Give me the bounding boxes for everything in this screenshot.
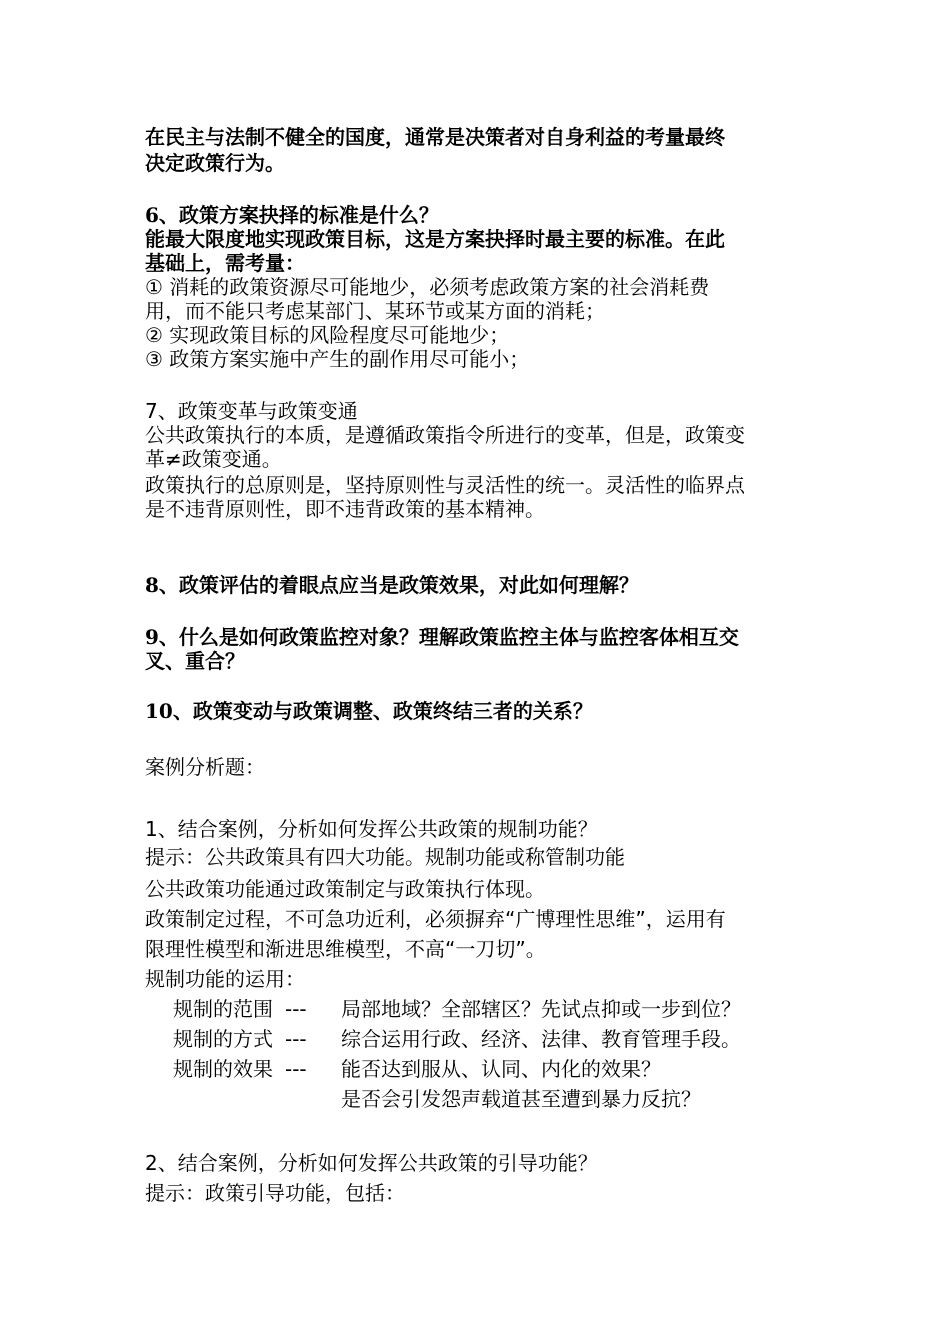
q6-item-2: ② 实现政策目标的风险程度尽可能地少；	[145, 323, 510, 347]
case2-hint: 提示：政策引导功能，包括：	[145, 1181, 405, 1205]
regulation-row-method	[173, 1026, 741, 1052]
q10-title: 10、政策变动与政策调整、政策终结三者的关系？	[145, 699, 593, 723]
intro-line-2: 决定政策行为。	[145, 151, 285, 175]
row-dash: ---	[285, 1057, 307, 1081]
q8-title: 8、政策评估的着眼点应当是政策效果，对此如何理解？	[145, 573, 639, 597]
row-term: 规制的方式	[173, 1027, 273, 1051]
case-heading: 案例分析题：	[145, 755, 265, 779]
q7-line-2: 革≠政策变通。	[145, 447, 282, 471]
q6-item-1b: 用，而不能只考虑某部门、某环节或某方面的消耗；	[145, 299, 605, 323]
q6-title: 6、政策方案抉择的标准是什么？	[145, 203, 439, 227]
q7-line-1: 公共政策执行的本质，是遵循政策指令所进行的变革，但是，政策变	[145, 423, 745, 447]
q6-item-1a: ① 消耗的政策资源尽可能地少，必须考虑政策方案的社会消耗费	[145, 275, 710, 299]
q6-line-2: 基础上，需考量：	[145, 251, 305, 275]
case1-title: 1、结合案例，分析如何发挥公共政策的规制功能？	[145, 817, 598, 841]
row-desc: 综合运用行政、经济、法律、教育管理手段。	[341, 1027, 741, 1051]
q7-title: 7、政策变革与政策变通	[145, 399, 358, 423]
case1-line-4: 限理性模型和渐进思维模型，不高“一刀切”。	[145, 937, 546, 961]
row-dash: ---	[285, 1027, 307, 1051]
row-term: 规制的范围	[173, 997, 273, 1021]
regulation-effect-continuation: 是否会引发怨声载道甚至遭到暴力反抗？	[341, 1087, 701, 1111]
case1-line-5: 规制功能的运用：	[145, 967, 305, 991]
q7-line-3: 政策执行的总原则是，坚持原则性与灵活性的统一。灵活性的临界点	[145, 473, 745, 497]
q6-item-3: ③ 政策方案实施中产生的副作用尽可能小；	[145, 347, 530, 371]
case2-title: 2、结合案例，分析如何发挥公共政策的引导功能？	[145, 1151, 598, 1175]
q9-line-1: 9、什么是如何政策监控对象？理解政策监控主体与监控客体相互交	[145, 625, 739, 649]
case1-hint: 提示：公共政策具有四大功能。规制功能或称管制功能	[145, 845, 625, 869]
q7-line-4: 是不违背原则性，即不违背政策的基本精神。	[145, 497, 545, 521]
row-dash: ---	[285, 997, 307, 1021]
intro-line-1: 在民主与法制不健全的国度，通常是决策者对自身利益的考量最终	[145, 125, 725, 149]
regulation-row-effect	[173, 1056, 661, 1082]
case1-line-2: 公共政策功能通过政策制定与政策执行体现。	[145, 877, 545, 901]
row-desc: 局部地域？全部辖区？先试点抑或一步到位？	[341, 997, 741, 1021]
case1-line-3: 政策制定过程，不可急功近利，必须摒弃“广博理性思维”，运用有	[145, 907, 726, 931]
q6-line-1: 能最大限度地实现政策目标，这是方案抉择时最主要的标准。在此	[145, 227, 725, 251]
row-desc: 能否达到服从、认同、内化的效果？	[341, 1057, 661, 1081]
row-term: 规制的效果	[173, 1057, 273, 1081]
q9-line-2: 叉、重合？	[145, 649, 245, 673]
regulation-row-scope	[173, 996, 741, 1022]
